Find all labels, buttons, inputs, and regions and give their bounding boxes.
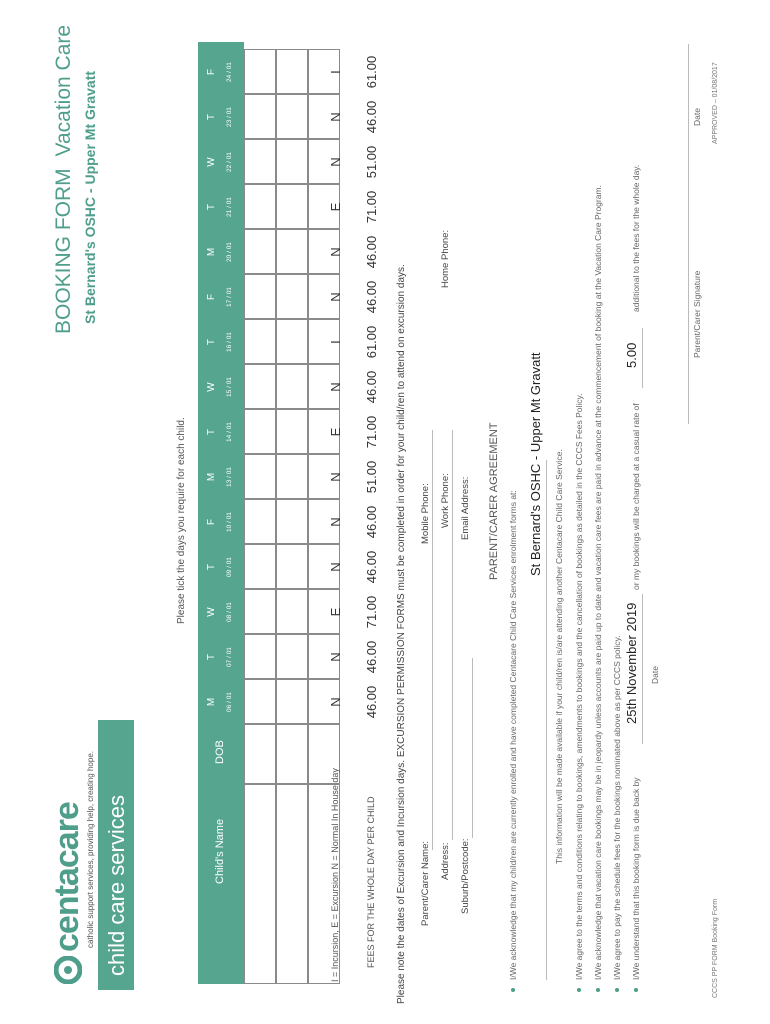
day-letter: T [206, 113, 217, 121]
due-date-field[interactable] [642, 594, 643, 744]
day-code: N [328, 697, 343, 707]
day-tick-cell[interactable] [244, 634, 276, 679]
home-label: Home Phone: [440, 229, 451, 288]
bullet-icon [577, 988, 581, 992]
bullet-1: I/We agree to the terms and conditions relating to bookings, amendments to bookings and the cancellation of bookings as detailed in the CCCS Fees Policy. [574, 393, 584, 980]
day-fee: 71.00 [364, 415, 379, 449]
brand-tagline: catholic support services, providing help, creating hope. [86, 751, 95, 948]
footer-right: APPROVED – 01/08/2017 [712, 62, 719, 144]
signature-line[interactable] [688, 174, 689, 424]
day-date: 22 / 01 [226, 152, 233, 172]
brand-name: centacare [48, 802, 86, 952]
day-tick-cell[interactable] [244, 364, 276, 409]
day-code: N [328, 247, 343, 257]
email-label: Email Address: [460, 476, 471, 540]
day-code: N [328, 652, 343, 662]
day-letter: F [206, 518, 217, 526]
day-letter: T [206, 653, 217, 661]
day-tick-cell[interactable] [244, 319, 276, 364]
day-tick-cell[interactable] [276, 229, 308, 274]
day-tick-cell[interactable] [276, 544, 308, 589]
day-letter: T [206, 428, 217, 436]
day-tick-cell[interactable] [276, 454, 308, 499]
day-fee: 46.00 [364, 235, 379, 269]
day-letter: T [206, 203, 217, 211]
day-date: 13 / 01 [226, 467, 233, 487]
day-tick-cell[interactable] [244, 94, 276, 139]
day-fee: 46.00 [364, 100, 379, 134]
day-tick-cell[interactable] [276, 589, 308, 634]
signature-date-label: Date [692, 108, 702, 126]
form-title-main: BOOKING FORM [52, 168, 75, 334]
day-fee: 61.00 [364, 55, 379, 89]
work-label: Work Phone: [440, 473, 451, 528]
day-tick-cell[interactable] [244, 184, 276, 229]
info-text: This information will be made available if your child/ren is/are attending another Centacare Child Care Service. [554, 449, 564, 864]
mobile-label: Mobile Phone: [420, 483, 431, 544]
day-date: 21 / 01 [226, 197, 233, 217]
day-tick-cell[interactable] [244, 544, 276, 589]
footer-left: CCCS PP FORM Booking Form [712, 898, 719, 998]
due-date: 25th November 2019 [624, 602, 639, 724]
bullet-3: I/We agree to pay the schedule fees for the bookings nominated above as per CCCS policy. [612, 635, 622, 980]
day-letter: M [206, 247, 217, 257]
day-letter: F [206, 68, 217, 76]
service-field[interactable] [546, 460, 547, 980]
day-fee: 71.00 [364, 190, 379, 224]
address-field[interactable] [452, 430, 453, 840]
day-letter: T [206, 338, 217, 346]
child-name-cell[interactable] [276, 784, 308, 984]
banner-text: child care services [104, 795, 129, 976]
day-code: I [328, 340, 343, 344]
day-fee: 46.00 [364, 685, 379, 719]
day-tick-cell[interactable] [244, 229, 276, 274]
day-tick-cell[interactable] [276, 184, 308, 229]
casual-rate: 5.00 [624, 342, 639, 368]
day-tick-cell[interactable] [276, 274, 308, 319]
bullet-4-pre: I/We understand that this booking form is due back by [631, 777, 641, 980]
day-letter: T [206, 563, 217, 571]
day-date: 09 / 01 [226, 557, 233, 577]
day-tick-cell[interactable] [244, 49, 276, 94]
service-filled: St Bernard's OSHC - Upper Mt Gravatt [528, 352, 543, 576]
signature-label: Parent/Carer Signature [692, 270, 702, 358]
day-tick-cell[interactable] [244, 454, 276, 499]
bullet-icon [615, 988, 619, 992]
day-date: 24 / 01 [226, 62, 233, 82]
day-fee: 46.00 [364, 370, 379, 404]
day-date: 15 / 01 [226, 377, 233, 397]
ack-text: I/We acknowledge that my child/ren are currently enrolled and have completed Centacare Child Care Services enrolment forms at: [508, 490, 518, 980]
parent-name-label: Parent/Carer Name: [420, 840, 431, 926]
day-tick-cell[interactable] [276, 364, 308, 409]
col-childs-name: Child's Name [214, 818, 226, 884]
day-tick-cell[interactable] [276, 634, 308, 679]
day-fee: 51.00 [364, 145, 379, 179]
address-label: Address: [440, 842, 451, 880]
day-fee: 51.00 [364, 460, 379, 494]
day-letter: M [206, 472, 217, 482]
day-tick-cell[interactable] [276, 49, 308, 94]
centacare-logo-icon [54, 956, 82, 984]
day-tick-cell[interactable] [276, 499, 308, 544]
col-dob: DOB [214, 740, 226, 764]
day-code: E [328, 427, 343, 437]
form-title [52, 25, 76, 334]
day-code: E [328, 607, 343, 617]
day-code: N [328, 157, 343, 167]
suburb-label: Suburb/Postcode: [460, 838, 471, 914]
day-code: N [328, 472, 343, 482]
agreement-heading: PARENT/CARER AGREEMENT [488, 422, 500, 580]
day-fee: 46.00 [364, 280, 379, 314]
day-tick-cell[interactable] [276, 679, 308, 724]
date-label: Date [650, 666, 660, 684]
day-tick-cell[interactable] [244, 139, 276, 184]
bullet-4-mid: or my bookings will be charged at a casual rate of [631, 403, 641, 590]
day-fee: 71.00 [364, 595, 379, 629]
bullet-icon [634, 988, 638, 992]
day-date: 08 / 01 [226, 602, 233, 622]
day-date: 06 / 01 [226, 692, 233, 712]
day-code: N [328, 292, 343, 302]
code-legend: I = Incursion, E = Excursion N = Normal In House day [330, 768, 340, 982]
day-date: 17 / 01 [226, 287, 233, 307]
day-code: N [328, 562, 343, 572]
fees-label: FEES FOR THE WHOLE DAY PER CHILD [366, 796, 376, 968]
day-date: 20 / 01 [226, 242, 233, 262]
day-date: 07 / 01 [226, 647, 233, 667]
day-date: 23 / 01 [226, 107, 233, 127]
day-tick-cell[interactable] [244, 589, 276, 634]
day-tick-cell[interactable] [276, 94, 308, 139]
day-tick-cell[interactable] [244, 409, 276, 454]
day-fee: 61.00 [364, 325, 379, 359]
day-tick-cell[interactable] [244, 274, 276, 319]
signature-date-line[interactable] [688, 44, 689, 184]
day-code: E [328, 202, 343, 212]
day-tick-cell[interactable] [244, 679, 276, 724]
day-tick-cell[interactable] [276, 139, 308, 184]
bullet-4-post: additional to the fees for the whole day. [631, 164, 641, 312]
dob-cell[interactable] [244, 724, 276, 784]
dob-cell[interactable] [276, 724, 308, 784]
day-fee: 46.00 [364, 640, 379, 674]
form-title-sub: Vacation Care [52, 24, 75, 157]
parent-name-field[interactable] [432, 430, 433, 850]
bullet-2: I/We acknowledge that vacation care bookings may be in jeopardy unless accounts are paid up to date and vacation care fees are paid in advance at the commencement of booking at the Vacation Care Program. [593, 185, 603, 980]
day-code: I [328, 70, 343, 74]
day-letter: W [206, 607, 217, 617]
day-code: N [328, 112, 343, 122]
excursion-note: Please note the dates of Excursion and Incursion days. EXCURSION PERMISSION FORMS must be completed in order for your child/ren to attend on excursion days. [396, 264, 407, 1004]
day-date: 10 / 01 [226, 512, 233, 532]
service-title: St Bernard's OSHC - Upper Mt Gravatt [82, 70, 98, 324]
suburb-field[interactable] [472, 658, 473, 838]
day-code: N [328, 382, 343, 392]
day-fee: 46.00 [364, 550, 379, 584]
day-code: N [328, 517, 343, 527]
bullet-icon [596, 988, 600, 992]
casual-rate-field[interactable] [642, 328, 643, 388]
day-letter: W [206, 382, 217, 392]
day-date: 14 / 01 [226, 422, 233, 442]
day-fee: 46.00 [364, 505, 379, 539]
day-tick-cell[interactable] [276, 409, 308, 454]
day-letter: W [206, 157, 217, 167]
tick-instruction: Please tick the days you require for each child. [176, 417, 187, 624]
day-date: 16 / 01 [226, 332, 233, 352]
day-tick-cell[interactable] [244, 499, 276, 544]
bullet-icon [511, 988, 515, 992]
day-tick-cell[interactable] [276, 319, 308, 364]
day-letter: M [206, 697, 217, 707]
child-name-cell[interactable] [244, 784, 276, 984]
day-letter: F [206, 293, 217, 301]
